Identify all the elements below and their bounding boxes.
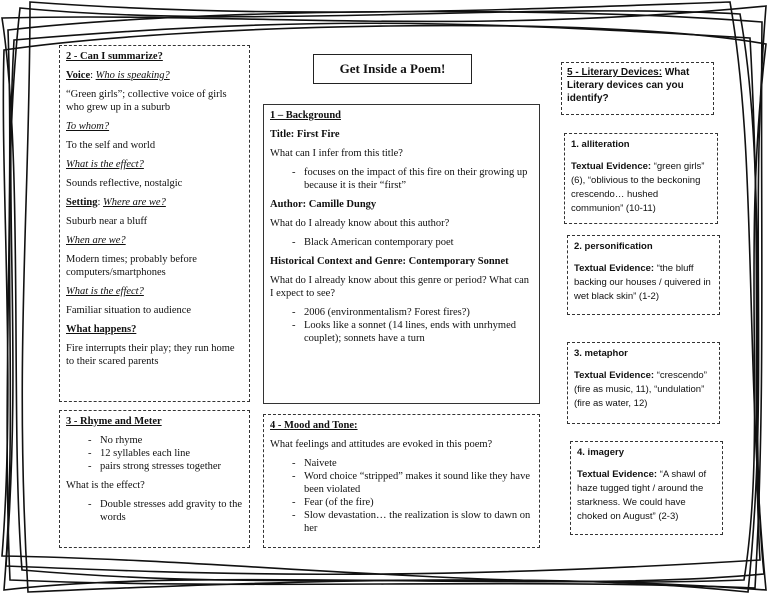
context-question: What do I already know about this genre or period? What can I expect to see? — [270, 275, 530, 299]
background-heading: 1 – Background — [270, 110, 341, 121]
mood-item: - Fear (of the fire) — [292, 496, 533, 509]
evidence-label: Textual Evidence: — [574, 370, 657, 381]
mood-list — [270, 457, 533, 535]
summary-section — [59, 45, 250, 402]
evidence-text: “A shawl of haze tugged tight / around the starkness. We could have choked on August” (2-3) — [577, 469, 707, 522]
summary-heading: 2 - Can I summarize? — [66, 51, 163, 62]
device-title: 3. metaphor — [574, 348, 628, 359]
infer-item: - focuses on the impact of this fire on their growing up because it is their “first” — [292, 166, 533, 192]
device-card — [567, 342, 720, 424]
effect-question-1: What is the effect? — [66, 159, 144, 170]
voice-label: Voice — [66, 70, 91, 81]
mood-section — [263, 414, 540, 548]
rhyme-item: - 12 syllables each line — [88, 447, 243, 460]
rhyme-item: - No rhyme — [88, 434, 243, 447]
setting-question: Setting: Where are we? — [66, 197, 166, 208]
setting-label: Setting — [66, 197, 98, 208]
background-section — [263, 104, 540, 404]
devices-heading-text: What Literary devices can you identify? — [567, 67, 690, 104]
rhyme-list — [66, 434, 243, 473]
evidence-label: Textual Evidence: — [574, 263, 657, 274]
evidence-label: Textual Evidence: — [571, 161, 654, 172]
mood-item: - Slow devastation… the realization is slow to dawn on her — [292, 509, 533, 535]
device-evidence — [574, 262, 713, 304]
mood-item: - Word choice “stripped” makes it sound like they have been violated — [292, 470, 533, 496]
rhyme-section — [59, 410, 250, 548]
mood-question: What feelings and attitudes are evoked in this poem? — [270, 439, 493, 450]
author-list — [270, 236, 533, 249]
devices-heading-box — [561, 62, 714, 115]
device-card — [570, 441, 723, 535]
device-title: 4. imagery — [577, 447, 624, 458]
evidence-text: “the bluff backing our houses / quivered in wet black skin” (1-2) — [574, 263, 711, 302]
mood-heading: 4 - Mood and Tone: — [270, 420, 358, 431]
whom-answer: To the self and world — [66, 140, 156, 151]
effect-question-2: What is the effect? — [66, 286, 144, 297]
device-evidence — [571, 160, 711, 216]
rhyme-effect-item: - Double stresses add gravity to the words — [88, 498, 243, 524]
rhyme-item: - pairs strong stresses together — [88, 460, 243, 473]
voice-q: Who is speaking? — [95, 70, 170, 81]
happens-answer: Fire interrupts their play; they run home to their scared parents — [66, 343, 235, 367]
device-title: 2. personification — [574, 241, 653, 252]
context-item: - 2006 (environmentalism? Forest fires?) — [292, 306, 533, 319]
voice-answer: “Green girls”; collective voice of girls who grew up in a suburb — [66, 89, 227, 113]
infer-list — [270, 166, 533, 192]
whom-question: To whom? — [66, 121, 110, 132]
device-evidence — [574, 369, 713, 411]
device-card — [564, 133, 718, 224]
context-list — [270, 306, 533, 345]
context-item: - Looks like a sonnet (14 lines, ends with unrhymed couplet); sonnets have a turn — [292, 319, 533, 345]
when-answer: Modern times; probably before computers/smartphones — [66, 254, 197, 278]
page-title: Get Inside a Poem! — [313, 54, 472, 84]
context-label: Historical Context and Genre: Contemporary Sonnet — [270, 256, 509, 267]
device-card — [567, 235, 720, 315]
device-title: 1. alliteration — [571, 139, 630, 150]
evidence-label: Textual Evidence: — [577, 469, 660, 480]
author-label: Author: Camille Dungy — [270, 199, 377, 210]
when-question: When are we? — [66, 235, 126, 246]
author-question: What do I already know about this author? — [270, 218, 450, 229]
title-label: Title: First Fire — [270, 129, 340, 140]
rhyme-effect-question: What is the effect? — [66, 480, 145, 491]
happens-question: What happens? — [66, 324, 137, 335]
setting-q: Where are we? — [103, 197, 166, 208]
setting-answer: Suburb near a bluff — [66, 216, 148, 227]
author-item: - Black American contemporary poet — [292, 236, 533, 249]
rhyme-effect-list — [66, 498, 243, 524]
mood-item: - Naivete — [292, 457, 533, 470]
device-evidence — [577, 468, 716, 524]
effect-answer-2: Familiar situation to audience — [66, 305, 192, 316]
voice-question: Voice: Who is speaking? — [66, 70, 170, 81]
rhyme-heading: 3 - Rhyme and Meter — [66, 416, 162, 427]
infer-question: What can I infer from this title? — [270, 148, 403, 159]
effect-answer-1: Sounds reflective, nostalgic — [66, 178, 183, 189]
devices-heading-num: 5 - Literary Devices: — [567, 67, 663, 78]
evidence-text: “green girls” (6), “oblivious to the beckoning crescendo… hushed communion” (10-11) — [571, 161, 705, 214]
evidence-text: “crescendo” (fire as music, 11), “undulation” (fire as water, 12) — [574, 370, 707, 409]
